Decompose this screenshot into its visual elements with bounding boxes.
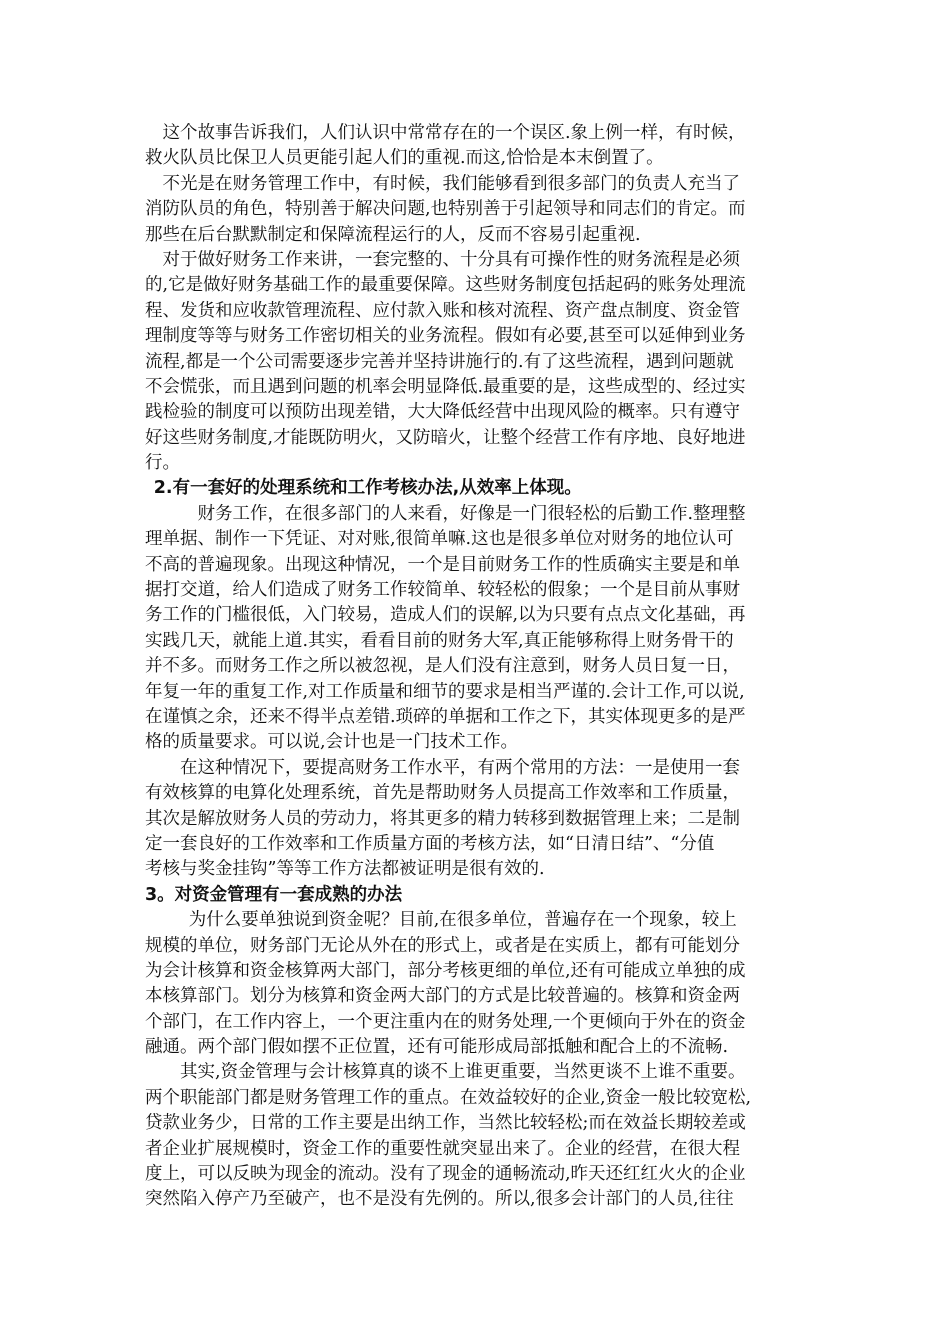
text-line: 3。对资金管理有一套成熟的办法	[145, 884, 403, 905]
text-line: 突然陷入停产乃至破产，也不是没有先例的。所以,很多会计部门的人员,往往	[145, 1189, 734, 1210]
text-line: 对于做好财务工作来讲，一套完整的、十分具有可操作性的财务流程是必须	[162, 249, 740, 270]
text-line: 好这些财务制度,才能既防明火，又防暗火，让整个经营工作有序地、良好地进	[145, 427, 746, 448]
text-line: 救火队员比保卫人员更能引起人们的重视.而这,恰恰是本末倒置了。	[145, 148, 664, 169]
text-line: 不会慌张，而且遇到问题的机率会明显降低.最重要的是，这些成型的、经过实	[145, 376, 746, 397]
text-line: 2.有一套好的处理系统和工作考核办法,从效率上体现。	[153, 478, 582, 499]
text-line: 本核算部门。划分为核算和资金两大部门的方式是比较普遍的。核算和资金两	[145, 986, 740, 1007]
text-line: 度上，可以反映为现金的流动。没有了现金的通畅流动,昨天还红红火火的企业	[145, 1164, 746, 1185]
text-line: 理单据、制作一下凭证、对对账,很简单嘛.这也是很多单位对财务的地位认可	[145, 529, 734, 550]
text-line: 在谨慎之余，还来不得半点差错.琐碎的单据和工作之下，其实体现更多的是严	[145, 706, 746, 727]
text-line: 践检验的制度可以预防出现差错，大大降低经营中出现风险的概率。只有遵守	[145, 402, 740, 423]
text-line: 贷款业务少，日常的工作主要是出纳工作，当然比较轻松;而在效益长期较差或	[145, 1113, 746, 1134]
text-line: 个部门，在工作内容上，一个更注重内在的财务处理,一个更倾向于外在的资金	[145, 1011, 746, 1032]
document-body	[145, 121, 820, 1213]
paragraph	[145, 172, 820, 248]
text-line: 规模的单位，财务部门无论从外在的形式上，或者是在实质上，都有可能划分	[145, 935, 740, 956]
paragraph	[145, 121, 820, 172]
text-line: 的,它是做好财务基础工作的最重要保障。这些财务制度包括起码的账务处理流	[145, 275, 746, 296]
text-line: 年复一年的重复工作,对工作质量和细节的要求是相当严谨的.会计工作,可以说,	[145, 681, 745, 702]
text-line: 不高的普遍现象。出现这种情况，一个是目前财务工作的性质确实主要是和单	[145, 554, 740, 575]
text-line: 那些在后台默默制定和保障流程运行的人，反而不容易引起重视.	[145, 224, 641, 245]
text-line: 消防队员的角色，特别善于解决问题,也特别善于引起领导和同志们的肯定。而	[145, 199, 746, 220]
text-line: 不光是在财务管理工作中，有时候，我们能够看到很多部门的负责人充当了	[162, 173, 740, 194]
text-line: 财务工作，在很多部门的人来看，好像是一门很轻松的后勤工作.整理整	[197, 503, 746, 524]
paragraph	[145, 756, 820, 883]
text-line: 流程,都是一个公司需要逐步完善并坚持讲施行的.有了这些流程，遇到问题就	[145, 351, 734, 372]
text-line: 有效核算的电算化处理系统，首先是帮助财务人员提高工作效率和工作质量，	[145, 783, 740, 804]
section-heading	[145, 476, 820, 501]
text-line: 据打交道，给人们造成了财务工作较简单、较轻松的假象；一个是目前从事财	[145, 580, 740, 601]
section-heading	[145, 883, 820, 908]
text-line: 融通。两个部门假如摆不正位置，还有可能形成局部抵触和配合上的不流畅.	[145, 1037, 729, 1058]
paragraph	[145, 502, 820, 756]
text-line: 在这种情况下，要提高财务工作水平，有两个常用的方法：一是使用一套	[180, 757, 740, 778]
text-line: 行。	[145, 453, 180, 474]
text-line: 格的质量要求。可以说,会计也是一门技术工作。	[145, 732, 519, 753]
paragraph	[145, 248, 820, 477]
text-line: 定一套良好的工作效率和工作质量方面的考核方法，如“日清日结”、“分值	[145, 833, 715, 854]
text-line: 理制度等等与财务工作密切相关的业务流程。假如有必要,甚至可以延伸到业务	[145, 326, 746, 347]
text-line: 程、发货和应收款管理流程、应付款入账和核对流程、资产盘点制度、资金管	[145, 300, 740, 321]
text-line: 其实,资金管理与会计核算真的谈不上谁更重要，当然更谈不上谁不重要。	[180, 1062, 746, 1083]
text-line: 其次是解放财务人员的劳动力，将其更多的精力转移到数据管理上来；二是制	[145, 808, 740, 829]
text-line: 两个职能部门都是财务管理工作的重点。在效益较好的企业,资金一般比较宽松,	[145, 1087, 752, 1108]
text-line: 这个故事告诉我们，人们认识中常常存在的一个误区.象上例一样，有时候，	[162, 123, 746, 143]
paragraph	[145, 908, 820, 1060]
text-line: 务工作的门槛很低，入门较易，造成人们的误解,以为只要有点点文化基础，再	[145, 605, 746, 626]
paragraph	[145, 1060, 820, 1212]
text-line: 并不多。而财务工作之所以被忽视，是人们没有注意到，财务人员日复一日，	[145, 656, 740, 677]
text-line: 考核与奖金挂钩”等等工作方法都被证明是很有效的.	[145, 859, 545, 880]
text-line: 者企业扩展规模时，资金工作的重要性就突显出来了。企业的经营，在很大程	[145, 1138, 740, 1159]
text-line: 为什么要单独说到资金呢？目前,在很多单位，普遍存在一个现象，较上	[188, 910, 737, 931]
text-line: 为会计核算和资金核算两大部门，部分考核更细的单位,还有可能成立单独的成	[145, 960, 746, 981]
text-line: 实践几天，就能上道.其实，看看目前的财务大军,真正能够称得上财务骨干的	[145, 630, 734, 651]
